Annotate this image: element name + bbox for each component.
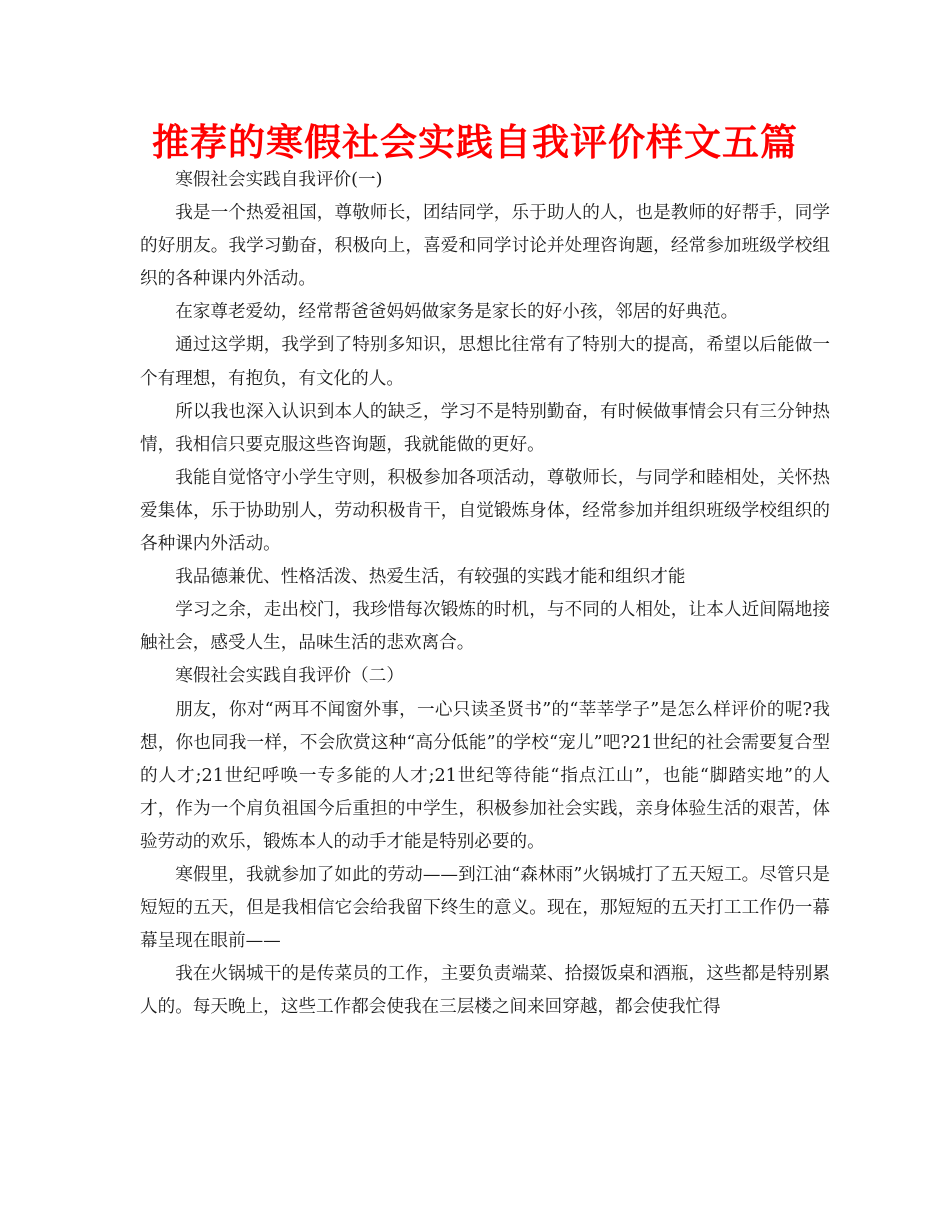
paragraph: 朋友，你对“两耳不闻窗外事，一心只读圣贤书”的“莘莘学子”是怎么样评价的呢?我想，你也同我一样，不会欣赏这种“高分低能”的学校“宠儿”吧?21世纪的社会需要复合型的人才;21世纪呼唤一专多能的人才;21世纪等待能“指点江山”，也能“脚踏实地”的人才，作为一个肩负祖国今后重担的中学生，积极参加社会实践，亲身体验生活的艰苦，体验劳动的欢乐，锻炼本人的动手才能是特别必要的。 [140,699,830,852]
paragraph: 我是一个热爱祖国，尊敬师长，团结同学，乐于助人的人，也是教师的好帮手，同学的好朋友。我学习勤奋，积极向上，喜爱和同学讨论并处理咨询题，经常参加班级学校组织的各种课内外活动。 [140,203,830,290]
paragraph: 我在火锅城干的是传菜员的工作，主要负责端菜、拾掇饭桌和酒瓶，这些都是特别累人的。每天晚上，这些工作都会使我在三层楼之间来回穿越，都会使我忙得 [140,964,830,1018]
paragraph: 在家尊老爱幼，经常帮爸爸妈妈做家务是家长的好小孩，邻居的好典范。 [175,302,739,323]
document-title: 推荐的寒假社会实践自我评价样文五篇 [152,121,798,164]
paragraph: 我品德兼优、性格活泼、热爱生活，有较强的实践才能和组织才能 [175,567,686,588]
section-heading-2: 寒假社会实践自我评价（二） [175,666,404,687]
paragraph: 所以我也深入认识到本人的缺乏，学习不是特别勤奋，有时候做事情会只有三分钟热情，我相信只要克服这些咨询题，我就能做的更好。 [140,401,830,455]
paragraph: 学习之余，走出校门，我珍惜每次锻炼的时机，与不同的人相处，让本人近间隔地接触社会，感受人生，品味生活的悲欢离合。 [140,600,830,654]
document-body [140,164,830,1024]
paragraph: 寒假里，我就参加了如此的劳动——到江油“森林雨”火锅城打了五天短工。尽管只是短短的五天，但是我相信它会给我留下终生的意义。现在，那短短的五天打工工作仍一幕幕呈现在眼前—— [140,864,830,952]
paragraph: 通过这学期，我学到了特别多知识，思想比往常有了特别大的提高，希望以后能做一个有理想，有抱负，有文化的人。 [140,335,830,389]
section-heading-1: 寒假社会实践自我评价(一) [175,170,383,190]
paragraph: 我能自觉恪守小学生守则，积极参加各项活动，尊敬师长，与同学和睦相处，关怀热爱集体，乐于协助别人，劳动积极肯干，自觉锻炼身体，经常参加并组织班级学校组织的各种课内外活动。 [140,467,830,555]
